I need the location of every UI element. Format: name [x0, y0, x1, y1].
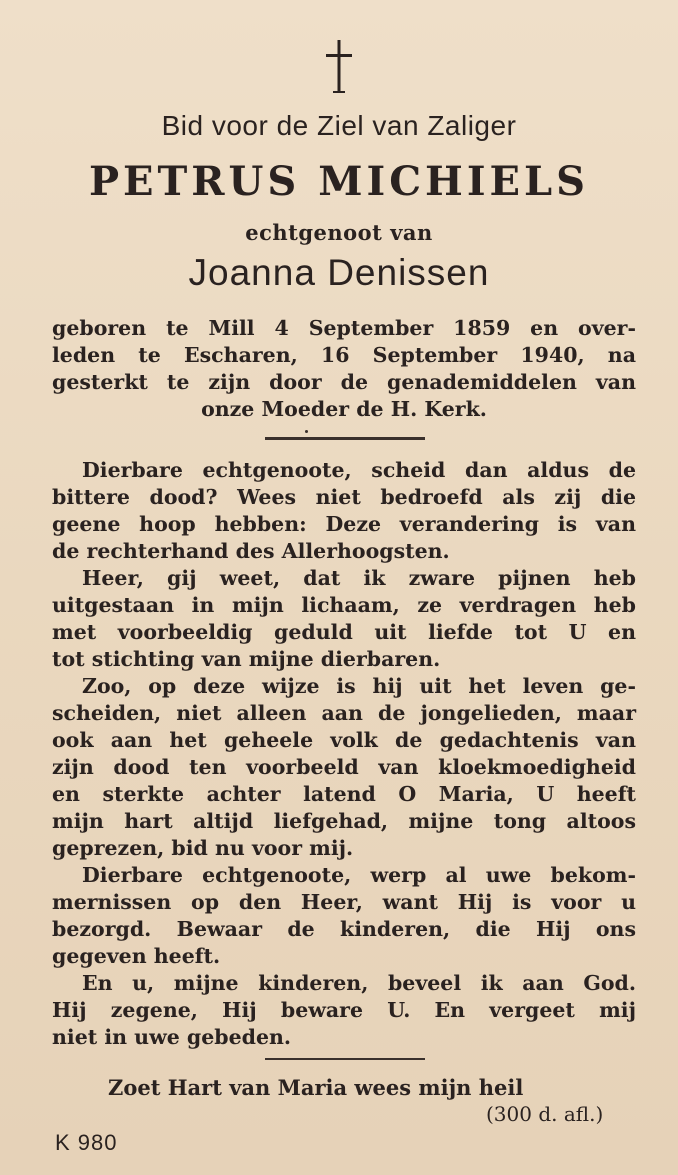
deceased-name: PETRUS MICHIELS — [88, 158, 590, 205]
body-line: geene hoop hebben: Deze verandering is van — [52, 512, 636, 536]
body-line: bezorgd. Bewaar de kinderen, die Hij ons — [52, 917, 636, 941]
biography-line: gesterkt te zijn door de genademiddelen van — [52, 370, 636, 394]
body-line: uitgestaan in mijn lichaam, ze verdragen heb — [52, 593, 636, 617]
body-line: Zoo, op deze wijze is hij uit het leven ge- — [82, 674, 636, 698]
ornament-dot — [305, 430, 308, 433]
card-code: K 980 — [55, 1130, 118, 1155]
body-line: mernissen op den Heer, want Hij is voor u — [52, 890, 636, 914]
body-line: Hij zegene, Hij beware U. En vergeet mij — [52, 998, 636, 1022]
body-line: met voorbeeldig geduld uit liefde tot U en — [52, 620, 636, 644]
invocation-heading: Bid voor de Ziel van Zaliger — [161, 110, 517, 141]
body-line: Dierbare echtgenoote, werp al uwe bekom- — [82, 863, 636, 887]
divider-bottom — [265, 1058, 425, 1060]
body-line: Heer, gij weet, dat ik zware pijnen heb — [82, 566, 636, 590]
biography-line: geboren te Mill 4 September 1859 en over- — [52, 316, 636, 340]
body-line: niet in uwe gebeden. — [52, 1025, 292, 1049]
biography-line: onze Moeder de H. Kerk. — [201, 397, 487, 421]
body-line: gegeven heeft. — [52, 944, 221, 968]
body-line: ook aan het geheele volk de gedachtenis van — [52, 728, 636, 752]
divider-top — [265, 437, 425, 440]
body-line: Dierbare echtgenoote, scheid dan aldus de — [82, 458, 636, 482]
cross-icon — [0, 38, 678, 98]
body-line: de rechterhand des Allerhoogsten. — [52, 539, 450, 563]
body-line: en sterkte achter latend O Maria, U heeft — [52, 782, 636, 806]
body-line: geprezen, bid nu voor mij. — [52, 836, 354, 860]
indulgence-note: (300 d. afl.) — [486, 1102, 604, 1126]
body-line: tot stichting van mijne dierbaren. — [52, 647, 441, 671]
body-line: mijn hart altijd liefgehad, mijne tong altoos — [52, 809, 636, 833]
body-line: En u, mijne kinderen, beveel ik aan God. — [82, 971, 636, 995]
body-line: zijn dood ten voorbeeld van kloekmoedigheid — [52, 755, 636, 779]
biography-line: leden te Escharen, 16 September 1940, na — [52, 343, 636, 367]
closing-prayer: Zoet Hart van Maria wees mijn heil — [108, 1075, 524, 1100]
spouse-name: Joanna Denissen — [188, 252, 490, 293]
spouse-label: echtgenoot van — [245, 220, 433, 245]
body-line: scheiden, niet alleen aan de jongelieden, maar — [52, 701, 636, 725]
body-line: bittere dood? Wees niet bedroefd als zij die — [52, 485, 636, 509]
